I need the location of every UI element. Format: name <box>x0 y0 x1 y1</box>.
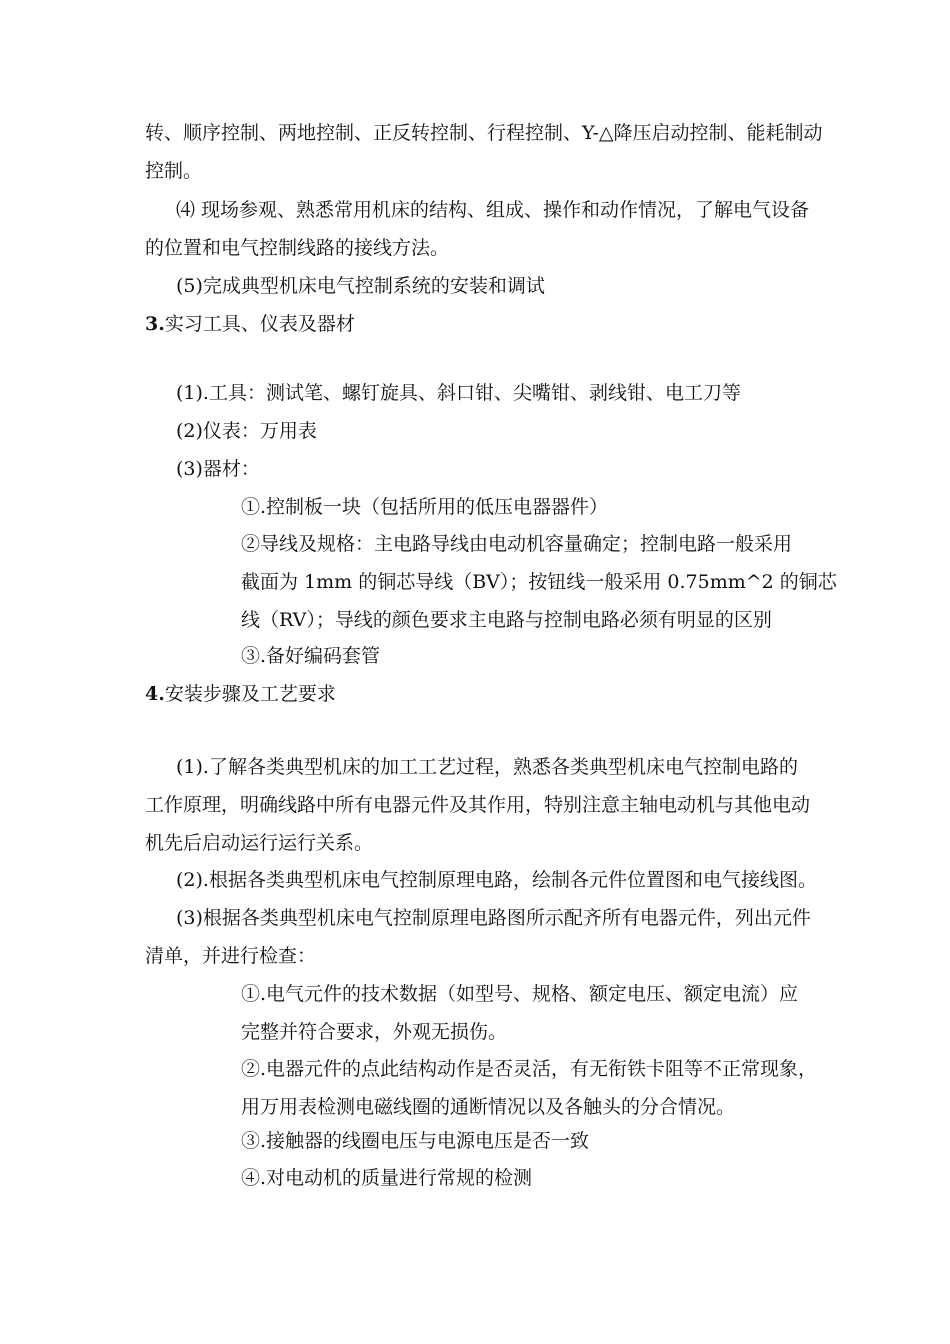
text-line: (2)仪表：万用表 <box>176 420 317 442</box>
text-line: ⑷ 现场参观、熟悉常用机床的结构、组成、操作和动作情况，了解电气设备 <box>176 199 810 221</box>
text-line: 线（RV）；导线的颜色要求主电路与控制电路必须有明显的区别 <box>241 609 772 631</box>
text-line: 的位置和电气控制线路的接线方法。 <box>145 237 450 259</box>
section3-item1 <box>176 374 741 412</box>
text-line: ③.备好编码套管 <box>241 645 381 667</box>
section4-heading <box>145 675 336 713</box>
section4-sub3 <box>241 1122 589 1160</box>
text-line: ①.控制板一块（包括所用的低压电器器件） <box>241 496 609 518</box>
section3-item2 <box>176 412 317 450</box>
item5-paragraph <box>176 267 545 305</box>
text-line: 完整并符合要求，外观无损伤。 <box>241 1021 508 1043</box>
text-line: (1).工具：测试笔、螺钉旋具、斜口钳、尖嘴钳、剥线钳、电工刀等 <box>176 382 741 404</box>
text-line: 机先后启动运行运行关系。 <box>145 832 374 854</box>
section4-sub1 <box>241 975 798 1051</box>
section3-heading <box>145 305 355 343</box>
text-line: 用万用表检测电磁线圈的通断情况以及各触头的分合情况。 <box>241 1096 736 1118</box>
section3-item3 <box>176 450 260 488</box>
section3-sub2 <box>241 525 837 639</box>
item4-continuation <box>145 229 449 267</box>
text-line: ④.对电动机的质量进行常规的检测 <box>241 1167 533 1189</box>
section3-title: 实习工具、仪表及器材 <box>164 313 355 335</box>
section4-item1-continuation <box>145 786 810 862</box>
text-line: ①.电气元件的技术数据（如型号、规格、额定电压、额定电流）应 <box>241 983 799 1005</box>
section4-item3-continuation <box>145 937 316 975</box>
section4-number: 4. <box>145 683 165 705</box>
text-line: 控制。 <box>145 160 203 182</box>
text-line: 工作原理，明确线路中所有电器元件及其作用，特别注意主轴电动机与其他电动 <box>145 794 811 816</box>
section4-sub2 <box>241 1050 817 1126</box>
section4-sub4 <box>241 1159 532 1197</box>
text-line: (5)完成典型机床电气控制系统的安装和调试 <box>176 275 545 297</box>
text-line: 清单，并进行检查： <box>145 945 317 967</box>
text-line: 转、顺序控制、两地控制、正反转控制、行程控制、Y-△降压启动控制、能耗制动 <box>145 122 823 144</box>
text-line: (3)根据各类典型机床电气控制原理电路图所示配齐所有电器元件，列出元件 <box>176 907 811 929</box>
text-line: (2).根据各类典型机床电气控制原理电路，绘制各元件位置图和电气接线图。 <box>176 869 817 891</box>
section4-item3 <box>176 899 811 937</box>
item4-paragraph <box>176 191 809 229</box>
section4-item1 <box>176 748 798 786</box>
text-line: (3)器材： <box>176 458 260 480</box>
text-line: ②导线及规格：主电路导线由电动机容量确定；控制电路一般采用 <box>241 533 793 555</box>
text-line: 截面为 1mm 的铜芯导线（BV）；按钮线一般采用 0.75mm^2 的铜芯 <box>241 571 837 593</box>
text-line: ③.接触器的线圈电压与电源电压是否一致 <box>241 1130 590 1152</box>
section3-sub1 <box>241 488 608 526</box>
text-line: (1).了解各类典型机床的加工工艺过程，熟悉各类典型机床电气控制电路的 <box>176 756 798 778</box>
section3-sub3 <box>241 637 380 675</box>
item3-continuation <box>145 114 823 190</box>
section4-item2 <box>176 861 817 899</box>
section4-title: 安装步骤及工艺要求 <box>164 683 336 705</box>
section3-number: 3. <box>145 313 165 335</box>
text-line: ②.电器元件的点此结构动作是否灵活，有无衔铁卡阻等不正常现象， <box>241 1058 818 1080</box>
